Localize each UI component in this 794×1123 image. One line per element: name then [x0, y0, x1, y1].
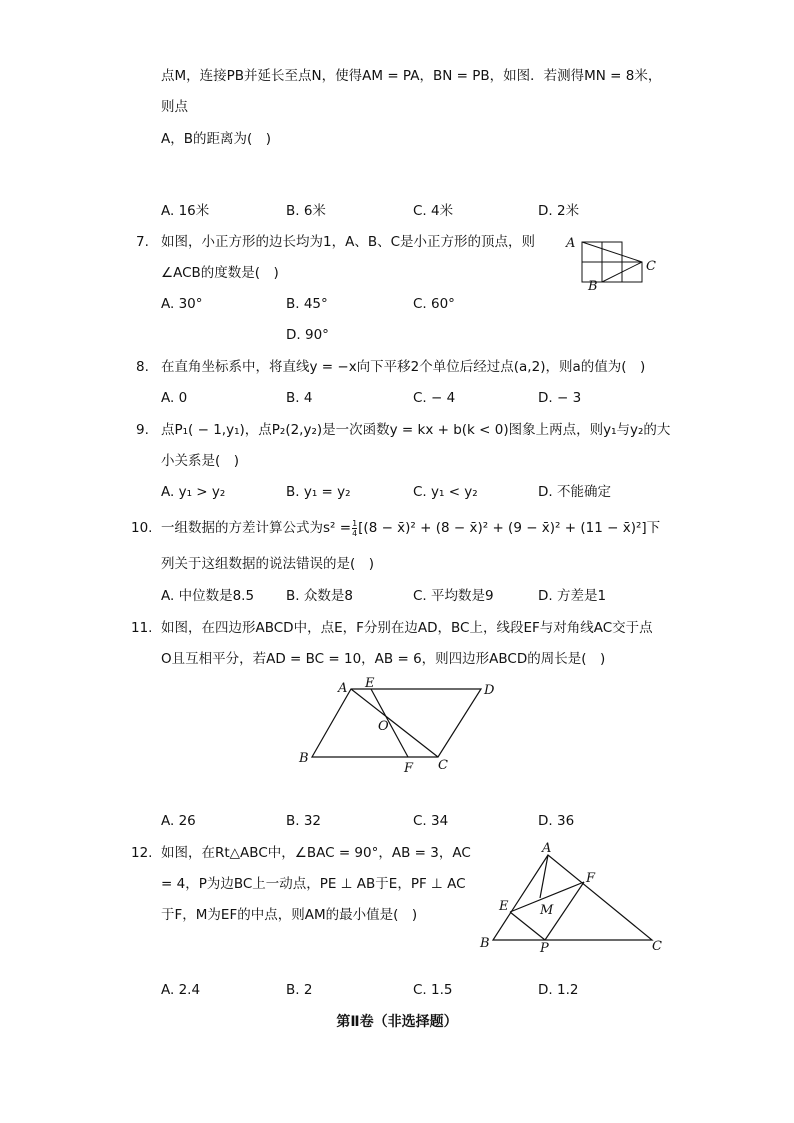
q12-option-a: A. 2.4: [161, 982, 201, 998]
q9-option-c: C. y₁ < y₂: [413, 484, 478, 500]
q12-label-c: C: [652, 939, 662, 954]
q12-label-m: M: [540, 903, 554, 918]
q10-fraction-denominator: 4: [352, 528, 358, 538]
q8-number: 8.: [136, 359, 149, 375]
q11-line-1: 如图，在四边形ABCD中，点E，F分别在边AD，BC上，线段EF与对角线AC交于点: [161, 620, 653, 636]
q9-option-a: A. y₁ > y₂: [161, 484, 226, 500]
q11-label-o: O: [378, 719, 389, 734]
q12-line-3: 于F，M为EF的中点，则AM的最小值是( ): [161, 907, 418, 923]
q6-option-c: C. 4米: [413, 203, 454, 219]
q8-line-1: 在直角坐标系中，将直线y = −x向下平移2个单位后经过点(a,2)，则a的值为( ): [161, 359, 646, 375]
q11-label-c: C: [438, 758, 448, 773]
q12-label-p: P: [540, 941, 549, 956]
q11-label-d: D: [484, 683, 495, 698]
q12-label-b: B: [480, 936, 490, 951]
q8-option-c: C. − 4: [413, 390, 456, 406]
q12-option-b: B. 2: [286, 982, 313, 998]
q7-option-b: B. 45°: [286, 296, 328, 312]
q11-label-a: A: [338, 681, 348, 696]
q9-line-1: 点P₁( − 1,y₁)，点P₂(2,y₂)是一次函数y = kx + b(k < 0)图象上两点，则y₁与y₂的大: [161, 422, 671, 438]
q12-line-1: 如图，在Rt△ABC中，∠BAC = 90°，AB = 3，AC: [161, 845, 471, 861]
q10-formula-prefix: 一组数据的方差计算公式为s² =: [161, 520, 352, 536]
q11-option-a: A. 26: [161, 813, 196, 829]
q11-label-e: E: [365, 676, 375, 691]
q11-parallelogram-figure: [294, 676, 504, 776]
q7-label-c: C: [646, 259, 656, 274]
q12-label-a: A: [542, 841, 552, 856]
q6-line-3: A，B的距离为( ): [161, 131, 272, 147]
q10-line-2: 列关于这组数据的说法错误的是( ): [161, 556, 375, 572]
q7-option-d: D. 90°: [286, 327, 329, 343]
q12-line-2: = 4，P为边BC上一动点，PE ⊥ AB于E，PF ⊥ AC: [161, 876, 466, 892]
q11-label-f: F: [404, 761, 414, 776]
q6-option-d: D. 2米: [538, 203, 580, 219]
q10-option-b: B. 众数是8: [286, 588, 353, 604]
q7-line-1: 如图，小正方形的边长均为1，A、B、C是小正方形的顶点，则: [161, 234, 536, 250]
q11-option-d: D. 36: [538, 813, 575, 829]
q12-number: 12.: [131, 845, 153, 861]
q8-option-d: D. − 3: [538, 390, 582, 406]
q8-option-b: B. 4: [286, 390, 313, 406]
q12-option-d: D. 1.2: [538, 982, 579, 998]
q12-label-f: F: [586, 871, 596, 886]
q7-option-c: C. 60°: [413, 296, 455, 312]
q7-label-a: A: [566, 236, 576, 251]
q10-fraction-numerator: 1: [352, 518, 358, 528]
q11-label-b: B: [299, 751, 309, 766]
q10-option-a: A. 中位数是8.5: [161, 588, 255, 604]
q11-number: 11.: [131, 620, 153, 636]
q9-number: 9.: [136, 422, 149, 438]
q6-option-b: B. 6米: [286, 203, 326, 219]
section-title: 第Ⅱ卷（非选择题）: [336, 1014, 458, 1030]
q11-option-b: B. 32: [286, 813, 322, 829]
q10-formula-line: [161, 518, 660, 538]
q12-label-e: E: [499, 899, 509, 914]
q10-option-d: D. 方差是1: [538, 588, 607, 604]
q9-line-2: 小关系是( ): [161, 453, 240, 469]
q7-option-a: A. 30°: [161, 296, 203, 312]
q12-option-c: C. 1.5: [413, 982, 453, 998]
q10-fraction: [352, 519, 357, 538]
q6-line-2: 则点: [161, 99, 188, 115]
q9-option-d: D. 不能确定: [538, 484, 611, 500]
q12-triangle-figure: [476, 840, 676, 958]
q11-line-2: O且互相平分，若AD = BC = 10，AB = 6，则四边形ABCD的周长是( ): [161, 651, 606, 667]
q10-formula-body: [(8 − x̄)² + (8 − x̄)² + (9 − x̄)² + (11 − x̄)²]下: [358, 520, 661, 536]
q7-line-2: ∠ACB的度数是( ): [161, 265, 279, 281]
q7-label-b: B: [588, 279, 598, 294]
q7-grid-figure: [562, 232, 672, 294]
q7-number: 7.: [136, 234, 149, 250]
q9-option-b: B. y₁ = y₂: [286, 484, 351, 500]
q11-option-c: C. 34: [413, 813, 449, 829]
q6-option-a: A. 16米: [161, 203, 210, 219]
q10-option-c: C. 平均数是9: [413, 588, 494, 604]
q8-option-a: A. 0: [161, 390, 188, 406]
q6-line-1: 点M，连接PB并延长至点N，使得AM = PA，BN = PB，如图．若测得MN = 8米，: [161, 68, 662, 84]
q10-number: 10.: [131, 520, 153, 536]
